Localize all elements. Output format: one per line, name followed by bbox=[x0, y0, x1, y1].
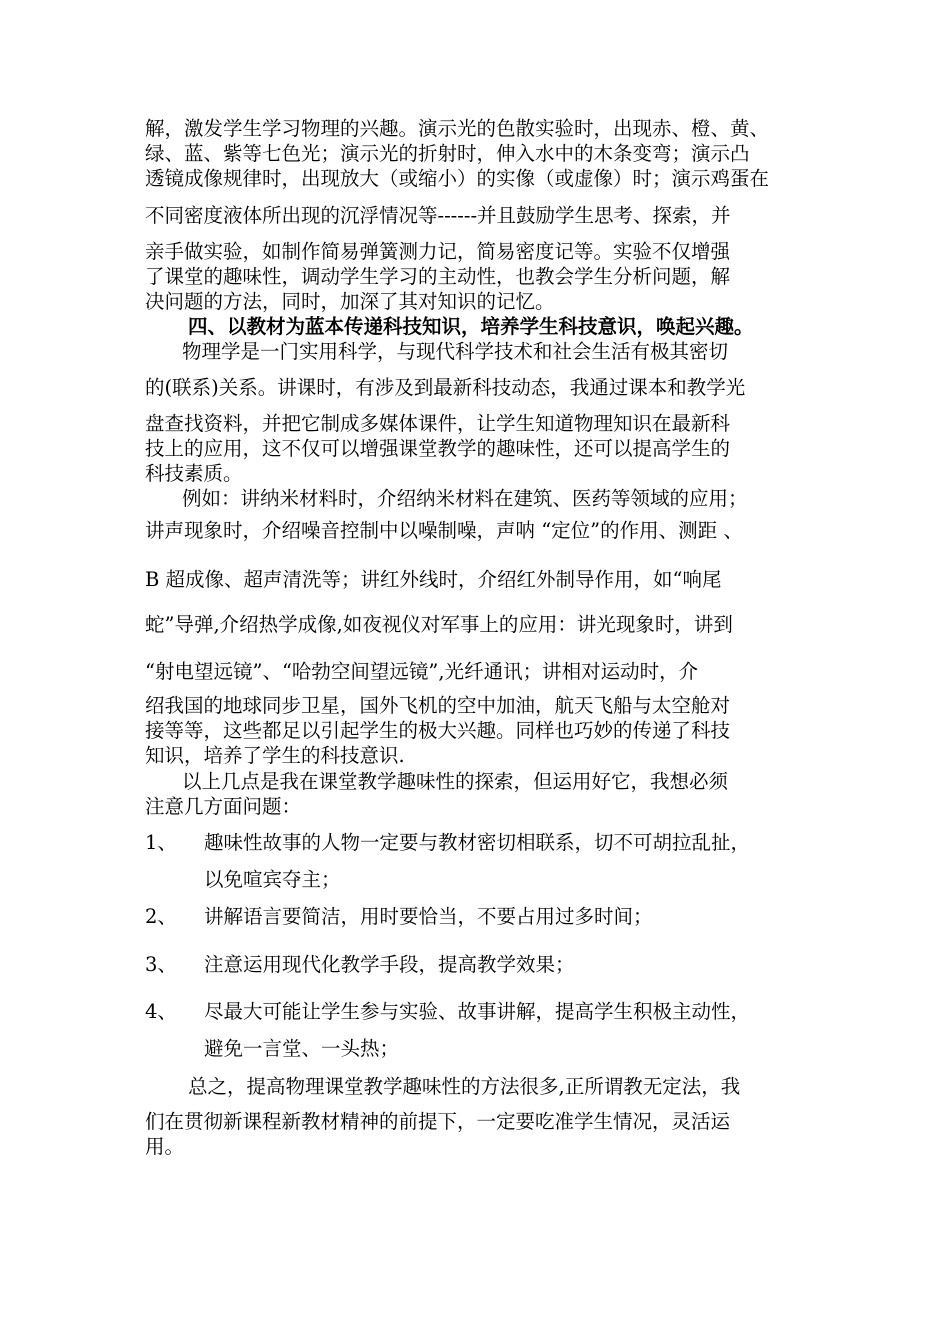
paragraph-line: 了课堂的趣味性，调动学生学习的主动性，也教会学生分析问题，解 bbox=[145, 265, 731, 288]
list-item-text: 注意运用现代化教学手段，提高教学效果； bbox=[204, 953, 575, 976]
list-number: 4、 bbox=[145, 1000, 177, 1023]
paragraph-line: 盘查找资料，并把它制成多媒体课件，让学生知道物理知识在最新科 bbox=[145, 412, 731, 435]
paragraph-line: 物理学是一门实用科学，与现代科学技术和社会生活有极其密切 bbox=[182, 340, 729, 363]
paragraph-line: 用。 bbox=[145, 1135, 185, 1158]
paragraph-line: 绿、蓝、紫等七色光；演示光的折射时，伸入水中的木条变弯；演示凸 bbox=[145, 142, 750, 165]
list-item-text: 趣味性故事的人物一定要与教材密切相联系，切不可胡拉乱扯， bbox=[204, 831, 751, 854]
paragraph-line: 接等等，这些都足以引起学生的极大兴趣。同样也巧妙的传递了科技 bbox=[145, 719, 731, 742]
paragraph-line: 不同密度液体所出现的沉浮情况等------并且鼓励学生思考、探索，并 bbox=[145, 204, 731, 227]
paragraph-line: 科技素质。 bbox=[145, 462, 243, 485]
paragraph-line: 以上几点是我在课堂教学趣味性的探索，但运用好它，我想必须 bbox=[182, 770, 729, 793]
paragraph-line: 亲手做实验，如制作简易弹簧测力记，简易密度记等。实验不仅增强 bbox=[145, 240, 731, 263]
paragraph-line: 绍我国的地球同步卫星，国外飞机的空中加油，航天飞船与太空舱对 bbox=[145, 694, 731, 717]
list-number: 1、 bbox=[145, 831, 177, 854]
list-item-text: 尽最大可能让学生参与实验、故事讲解，提高学生积极主动性， bbox=[204, 1000, 751, 1023]
list-item-text: 避免一言堂、一头热； bbox=[204, 1037, 400, 1060]
list-item-text: 以免喧宾夺主； bbox=[204, 868, 341, 891]
paragraph-line: B 超成像、超声清洗等；讲红外线时，介绍红外制导作用，如“响尾 bbox=[145, 568, 722, 591]
paragraph-line: 解，激发学生学习物理的兴趣。演示光的色散实验时，出现赤、橙、黄、 bbox=[145, 117, 770, 140]
list-number: 2、 bbox=[145, 905, 177, 928]
paragraph-line: 决问题的方法，同时，加深了其对知识的记忆。 bbox=[145, 290, 555, 313]
list-item-text: 讲解语言要简洁，用时要恰当，不要占用过多时间； bbox=[204, 905, 653, 928]
list-number: 3、 bbox=[145, 953, 177, 976]
paragraph-line: 技上的应用，这不仅可以增强课堂教学的趣味性，还可以提高学生的 bbox=[145, 437, 731, 460]
paragraph-line: “射电望远镜”、“哈勃空间望远镜”,光纤通讯；讲相对运动时，介 bbox=[145, 660, 699, 683]
paragraph-line: 的(联系)关系。讲课时，有涉及到最新科技动态，我通过课本和教学光 bbox=[145, 376, 746, 399]
paragraph-line: 透镜成像规律时，出现放大（或缩小）的实像（或虚像）时；演示鸡蛋在 bbox=[145, 167, 770, 190]
paragraph-line: 们在贯彻新课程新教材精神的前提下，一定要吃准学生情况，灵活运 bbox=[145, 1110, 731, 1133]
paragraph-line: 知识，培养了学生的科技意识. bbox=[145, 744, 405, 767]
paragraph-line: 蛇”导弹,介绍热学成像,如夜视仪对军事上的应用：讲光现象时，讲到 bbox=[145, 613, 733, 636]
paragraph-line: 总之，提高物理课堂教学趣味性的方法很多,正所谓教无定法，我 bbox=[188, 1075, 741, 1098]
paragraph-line: 例如：讲纳米材料时，介绍纳米材料在建筑、医药等领域的应用； bbox=[182, 487, 748, 510]
paragraph-line: 注意几方面问题： bbox=[145, 795, 302, 818]
paragraph-line: 讲声现象时，介绍噪音控制中以噪制噪，声呐 “定位”的作用、测距 、 bbox=[145, 519, 743, 542]
section-heading: 四、以教材为蓝本传递科技知识，培养学生科技意识，唤起兴趣。 bbox=[188, 315, 754, 338]
